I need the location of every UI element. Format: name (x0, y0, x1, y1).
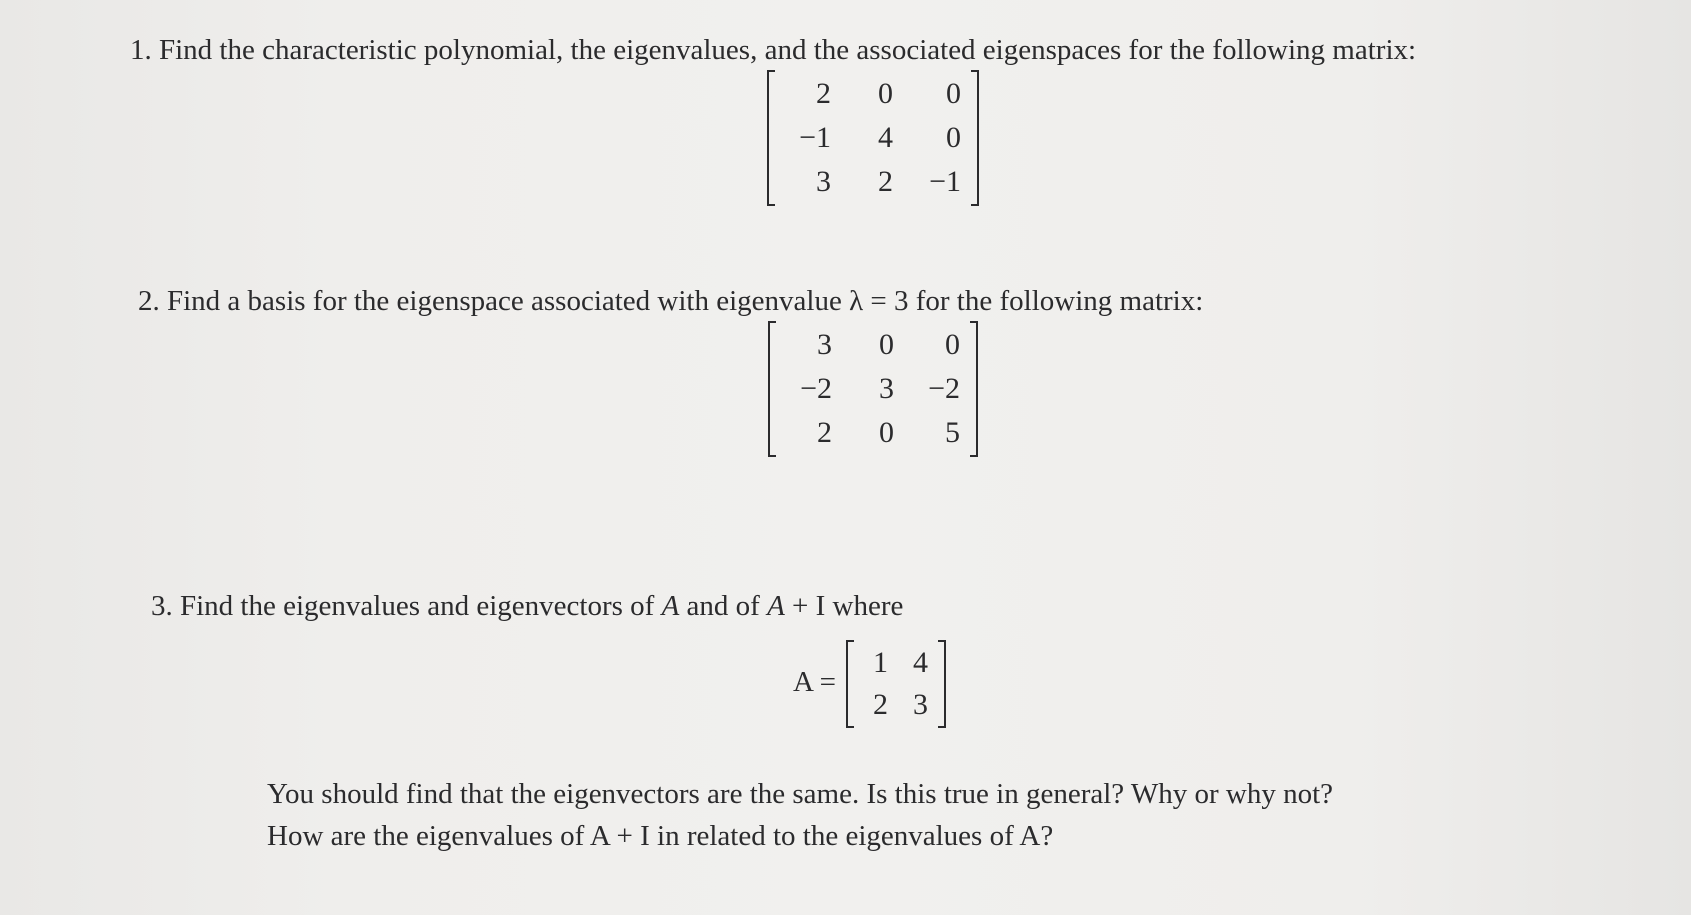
problem-3-matrix (846, 640, 946, 728)
variable-a: A (661, 590, 680, 622)
matrix-cell: 0 (878, 77, 893, 110)
left-bracket (768, 321, 776, 457)
matrix-cell: 2 (878, 165, 893, 198)
matrix-cell: 4 (913, 646, 928, 679)
matrix-cell: 3 (817, 328, 832, 361)
problem-3-text-suffix: + I where (792, 590, 904, 622)
right-bracket (970, 321, 978, 457)
problem-3-text-prefix: 3. Find the eigenvalues and eigenvectors of (151, 590, 655, 622)
matrix-cell: −1 (799, 121, 831, 154)
matrix-cell: 0 (879, 416, 894, 449)
right-bracket (971, 70, 979, 206)
note-line-1: You should find that the eigenvectors are the same. Is this true in general? Why or why not? (267, 778, 1334, 810)
problem-3-statement (151, 589, 903, 624)
problem-3-note (267, 773, 1333, 857)
matrix-cell: −1 (929, 165, 961, 198)
matrix-cell: 0 (946, 77, 961, 110)
left-bracket (846, 640, 854, 728)
matrix-cell: 1 (873, 646, 888, 679)
problem-2-matrix (768, 321, 978, 457)
matrix-cell: 3 (816, 165, 831, 198)
problem-1-matrix (767, 70, 979, 206)
problem-2-statement: 2. Find a basis for the eigenspace associated with eigenvalue λ = 3 for the following matrix: (138, 285, 1204, 317)
matrix-cell: 3 (913, 688, 928, 721)
variable-a: A (767, 590, 785, 622)
problem-1-statement: 1. Find the characteristic polynomial, the eigenvalues, and the associated eigenspaces for the following matrix: (130, 34, 1417, 66)
matrix-cell: 0 (946, 121, 961, 154)
matrix-cell: −2 (928, 372, 960, 405)
matrix-a-label: A = (793, 666, 836, 698)
matrix-cell: 2 (873, 688, 888, 721)
matrix-cell: 5 (945, 416, 960, 449)
matrix-cell: 4 (878, 121, 893, 154)
left-bracket (767, 70, 775, 206)
matrix-cell: −2 (800, 372, 832, 405)
matrix-cell: 0 (879, 328, 894, 361)
note-line-2: How are the eigenvalues of A + I in related to the eigenvalues of A? (267, 820, 1054, 852)
matrix-cell: 0 (945, 328, 960, 361)
matrix-cell: 2 (816, 77, 831, 110)
right-bracket (938, 640, 946, 728)
problem-3-text-and-of: and of (686, 590, 760, 622)
matrix-cell: 2 (817, 416, 832, 449)
matrix-cell: 3 (879, 372, 894, 405)
